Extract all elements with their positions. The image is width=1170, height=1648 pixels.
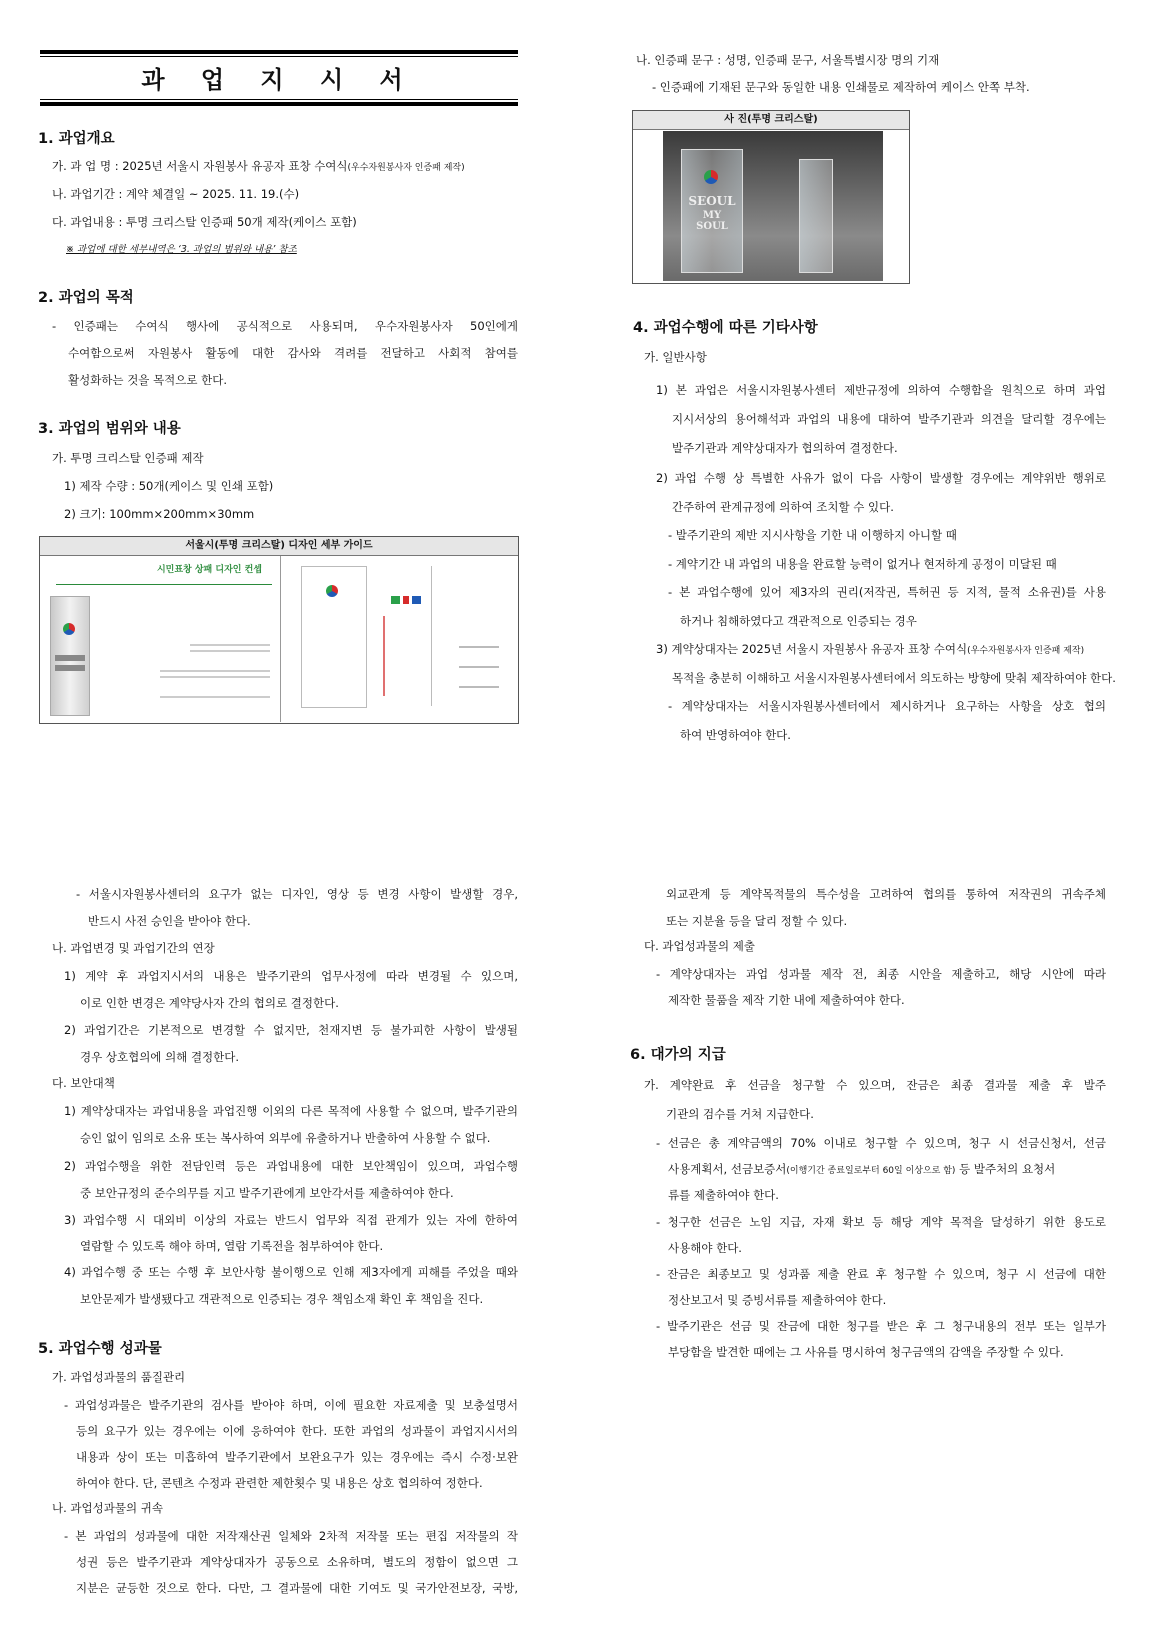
s4-p1b: 지시서상의 용어해석과 과업의 내용에 대하여 발주기관과 의견을 달리할 경우에는 [672, 412, 1106, 426]
s2-line-3: 활성화하는 것을 목적으로 한다. [68, 373, 228, 387]
s4-p3a: 3) 계약상대자는 2025년 서울시 자원봉사 유공자 표창 수여식 [656, 642, 968, 656]
s4-d2: - 계약기간 내 과업의 내용을 완료할 능력이 없거나 현저하게 공정이 미달된 때 [668, 557, 1057, 571]
s5-b5: 또는 지분율 등을 달리 정할 수 있다. [666, 914, 848, 928]
s4-p3d: 하여 반영하여야 한다. [680, 728, 791, 742]
s3-b: 나. 과업변경 및 과업기간의 연장 [52, 941, 215, 955]
s1-note: ※ 과업에 대한 세부내역은 ‘3. 과업의 범위와 내용’ 참조 [66, 244, 297, 255]
design-guide-green-rule [56, 584, 272, 585]
s4-a: 가. 일반사항 [644, 350, 707, 364]
s6-c1: - 청구한 선금은 노임 지급, 자재 확보 등 해당 계약 목적을 달성하기 위한 용도로 [656, 1215, 1106, 1229]
document-title-block [40, 50, 518, 106]
crystal-text-mysoul: MY SOUL [696, 210, 728, 232]
s3-a1: 1) 제작 수량 : 50개(케이스 및 인쇄 포함) [64, 479, 274, 493]
s6-b2-small: (이행기간 종료일로부터 60일 이상으로 함) [786, 1166, 956, 1176]
s5-b: 나. 과업성과물의 귀속 [52, 1501, 163, 1515]
s6-e2: 부당함을 발견한 때에는 그 사유를 명시하여 청구금액의 감액을 주장할 수 있다. [668, 1345, 1064, 1359]
s3-b2b: 경우 상호협의에 의해 결정한다. [80, 1050, 240, 1064]
s4-p3c: - 계약상대자는 서울시자원봉사센터에서 제시하거나 요구하는 사항을 상호 협의 [668, 699, 1106, 713]
s5-b4: 외교관계 등 계약목적물의 특수성을 고려하여 협의를 통하여 저작권의 귀속주체 [666, 887, 1106, 901]
s3-cont1: - 서울시자원봉사센터의 요구가 없는 디자인, 영상 등 변경 사항이 발생할 경우, [76, 887, 518, 901]
s3-b1a: 1) 계약 후 과업지시서의 내용은 발주기관의 업무사정에 따라 변경될 수 있으며, [64, 969, 518, 983]
s5-a1: - 과업성과물은 발주기관의 검사를 받아야 하며, 이에 필요한 자료제출 및 보충설명서 [64, 1398, 518, 1412]
title-bottom-rule [40, 102, 518, 106]
s5-b2: 성권 등은 발주기관과 계약상대자가 공동으로 소유하며, 별도의 정함이 없으면 그 [76, 1555, 518, 1569]
guide-text-bar-1 [190, 644, 270, 646]
s5-b3: 지분은 균등한 것으로 한다. 다만, 그 결과물에 대한 기여도 및 국가안전보장, 국방, [76, 1581, 518, 1595]
s2-line-2: 수여함으로써 자원봉사 활동에 대한 감사와 격려를 전달하고 사회적 참여를 [68, 346, 518, 360]
s4-d1: - 발주기관의 제반 지시사항을 기한 내 이행하지 아니할 때 [668, 528, 957, 542]
s5-a4: 하여야 한다. 단, 콘텐츠 수정과 관련한 제한횟수 및 내용은 상호 협의하여 정한다. [76, 1476, 483, 1490]
s5-a: 가. 과업성과물의 품질관리 [52, 1370, 186, 1384]
spec-text-bar-1 [459, 646, 499, 648]
guide-text-bar-2 [190, 650, 270, 652]
s3-a: 가. 투명 크리스탈 인증패 제작 [52, 451, 204, 465]
spec-text-bar-3 [459, 686, 499, 688]
s5-c2: 제작한 물품을 제작 기한 내에 제출하여야 한다. [668, 993, 905, 1007]
s3-c1b: 승인 없이 임의로 소유 또는 복사하여 외부에 유출하거나 반출하여 사용할 수 없다. [80, 1131, 491, 1145]
sketch-text-bar-2 [55, 665, 85, 671]
s5-a3: 내용과 상이 또는 미흡하여 발주기관에서 보완요구가 있는 경우에는 즉시 수정·보완 [76, 1450, 518, 1464]
spec-text-bar-2 [459, 666, 499, 668]
s2-line-1: - 인증패는 수여식 행사에 공식적으로 사용되며, 우수자원봉사자 50인에게 [52, 319, 518, 333]
s3-c3a: 3) 과업수행 시 대외비 이상의 자료는 반드시 업무와 직접 관계가 있는 자에 한하여 [64, 1213, 518, 1227]
sketch-logo-icon [326, 585, 338, 597]
color-swatches [391, 596, 421, 604]
s3-c3b: 열람할 수 있도록 해야 하며, 열람 기록전을 첨부하여야 한다. [80, 1239, 384, 1253]
s1-name-small: (우수자원봉사자 인증패 제작) [347, 163, 465, 173]
design-guide-figure [39, 536, 519, 724]
s5-c1: - 계약상대자는 과업 성과물 제작 전, 최종 시안을 제출하고, 해당 시안에 따라 [656, 967, 1106, 981]
s4-d3b: 하거나 침해하였다고 객관적으로 인증되는 경우 [680, 614, 917, 628]
crystal-front-view [681, 149, 743, 273]
s3-b: 나. 인증패 문구 : 성명, 인증패 문구, 서울특별시장 명의 기재 [636, 53, 940, 67]
title-top-rule [40, 50, 518, 54]
s3-b1: - 인증패에 기재된 문구와 동일한 내용 인쇄물로 제작하여 케이스 안쪽 부착. [652, 80, 1030, 94]
s4-p3b: 목적을 충분히 이해하고 서울시자원봉사센터에서 의도하는 방향에 맞춰 제작하여야 한다. [672, 671, 1116, 685]
crystal-side-view [799, 159, 833, 273]
design-guide-left-panel [40, 556, 281, 722]
s1-content: 다. 과업내용 : 투명 크리스탈 인증패 50개 제작(케이스 포함) [52, 215, 357, 229]
s1-name-line [52, 158, 465, 174]
s3-b1b: 이로 인한 변경은 계약당사자 간의 협의로 결정한다. [80, 996, 339, 1010]
s6-d2: 정산보고서 및 증빙서류를 제출하여야 한다. [668, 1293, 887, 1307]
s3-c1a: 1) 계약상대자는 과업내용을 과업진행 이외의 다른 목적에 사용할 수 없으며, 발주기관의 [64, 1104, 518, 1118]
design-guide-caption: 서울시(투명 크리스탈) 디자인 세부 가이드 [40, 537, 518, 556]
s3-a2: 2) 크기: 100mm×200mm×30mm [64, 507, 255, 521]
s1-name: 가. 과 업 명 : 2025년 서울시 자원봉사 유공자 표창 수여식 [52, 159, 348, 173]
guide-text-bar-3 [160, 670, 270, 672]
s6-b2: 사용계획서, 선금보증서 [668, 1162, 787, 1176]
s6-c2: 사용해야 한다. [668, 1241, 742, 1255]
s5-b1: - 본 과업의 성과물에 대한 저작재산권 일체와 2차적 저작물 또는 편집 저작물의 작 [64, 1529, 518, 1543]
crystal-photo-figure [632, 110, 910, 284]
section-5-heading: 5. 과업수행 성과물 [38, 1341, 162, 1357]
s6-a1: 가. 계약완료 후 선금을 청구할 수 있으며, 잔금은 최종 결과물 제출 후 발주 [644, 1078, 1106, 1092]
s6-a2: 기관의 검수를 거쳐 지급한다. [666, 1107, 814, 1121]
s1-period: 나. 과업기간 : 계약 체결일 ~ 2025. 11. 19.(수) [52, 187, 300, 201]
s3-c4b: 보안문제가 발생됐다고 객관적으로 인증되는 경우 책임소재 확인 후 책임을 진다. [80, 1292, 484, 1306]
crystal-sketch-icon [50, 596, 90, 716]
section-1-heading: 1. 과업개요 [38, 131, 115, 147]
s6-d1: - 잔금은 최종보고 및 성과품 제출 완료 후 청구할 수 있으며, 청구 시 선금에 대한 [656, 1267, 1106, 1281]
s4-d3a: - 본 과업수행에 있어 제3자의 권리(저작권, 특허권 등 지적, 물적 소유권)를 사용 [668, 585, 1106, 599]
s3-c4a: 4) 과업수행 중 또는 수행 후 보안사항 불이행으로 인해 제3자에게 피해를 주었을 때와 [64, 1265, 518, 1279]
s4-p1c: 발주기관과 계약상대자가 협의하여 결정한다. [672, 441, 898, 455]
s6-e1: - 발주기관은 선금 및 잔금에 대한 청구를 받은 후 그 청구내용의 전부 또는 일부가 [656, 1319, 1106, 1333]
s6-b2-line [668, 1161, 1055, 1177]
section-4-heading: 4. 과업수행에 따른 기타사항 [633, 320, 818, 336]
section-6-heading: 6. 대가의 지급 [630, 1047, 726, 1063]
plaque-dimension-sketch [301, 566, 367, 708]
s5-a2: 등의 요구가 있는 경우에는 이에 응하여야 한다. 또한 과업의 성과물이 과업지시서의 [76, 1424, 518, 1438]
dimension-marker-line [383, 616, 385, 696]
s4-p3a-line [656, 641, 1084, 657]
crystal-photo-caption: 사 진(투명 크리스탈) [633, 111, 909, 130]
design-guide-right-panel [281, 556, 518, 722]
s5-c: 다. 과업성과물의 제출 [644, 939, 755, 953]
s6-b3: 류를 제출하여야 한다. [668, 1188, 779, 1202]
crystal-logo-icon [704, 170, 718, 184]
s3-cont2: 반드시 사전 승인을 받아야 한다. [88, 914, 251, 928]
document-title: 과 업 지 시 서 [141, 66, 417, 94]
crystal-photo [663, 131, 883, 281]
s4-p1a: 1) 본 과업은 서울시자원봉사센터 제반규정에 의하여 수행함을 원칙으로 하며 과업 [656, 383, 1106, 397]
s3-b2a: 2) 과업기간은 기본적으로 변경할 수 없지만, 천재지변 등 불가피한 사항이 발생될 [64, 1023, 518, 1037]
s3-c: 다. 보안대책 [52, 1076, 115, 1090]
crystal-text-seoul: SEOUL [688, 194, 736, 208]
s6-b1: - 선금은 총 계약금액의 70% 이내로 청구할 수 있으며, 청구 시 선금신청서, 선금 [656, 1136, 1106, 1150]
s3-c2a: 2) 과업수행을 위한 전담인력 등은 과업내용에 대한 보안책임이 있으며, 과업수행 [64, 1159, 518, 1173]
title-bottom-thin-rule [40, 99, 518, 100]
s6-b2-end: 등 발주처의 요청서 [955, 1162, 1056, 1176]
sketch-text-bar-1 [55, 655, 85, 661]
seoul-logo-icon [63, 623, 75, 635]
s4-p2b: 간주하여 관계규정에 의하여 조치할 수 있다. [672, 500, 894, 514]
design-guide-subtitle: 시민표창 상패 디자인 컨셉 [156, 565, 262, 575]
side-profile-line [431, 566, 432, 706]
guide-text-bar-5 [160, 696, 270, 698]
guide-text-bar-4 [160, 676, 270, 678]
s4-p2a: 2) 과업 수행 상 특별한 사유가 없이 다음 사항이 발생할 경우에는 계약위반 행위로 [656, 471, 1106, 485]
s3-c2b: 중 보안규정의 준수의무를 지고 발주기관에게 보안각서를 제출하여야 한다. [80, 1186, 454, 1200]
section-2-heading: 2. 과업의 목적 [38, 290, 134, 306]
section-3-heading: 3. 과업의 범위와 내용 [38, 421, 181, 437]
s4-p3a-small: (우수자원봉사자 인증패 제작) [967, 646, 1085, 656]
